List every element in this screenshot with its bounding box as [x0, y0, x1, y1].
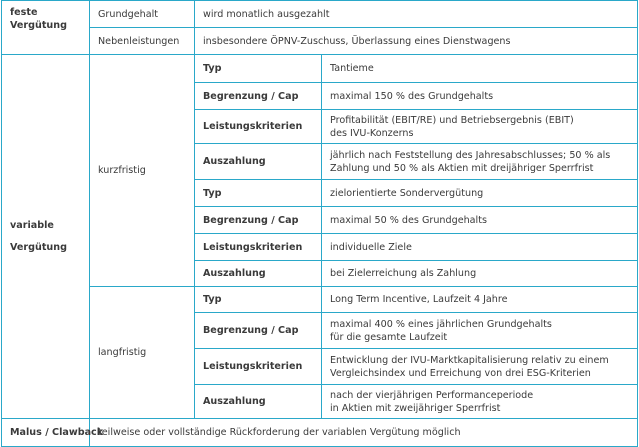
row-key: Auszahlung — [195, 385, 322, 419]
row-key: Auszahlung — [195, 261, 322, 287]
row-value: maximal 400 % eines jährlichen Grundgehalts für die gesamte Laufzeit — [322, 313, 638, 349]
row-key: Typ — [195, 55, 322, 83]
table-row — [2, 28, 638, 55]
row-key: Leistungskriterien — [195, 110, 322, 144]
row-value: teilweise oder vollständige Rückforderung der variablen Vergütung möglich — [90, 419, 638, 447]
row-key: Begrenzung / Cap — [195, 313, 322, 349]
compensation-table — [1, 0, 638, 447]
long-term-label: langfristig — [90, 287, 195, 419]
table-row — [2, 55, 638, 83]
row-value: Profitabilität (EBIT/RE) und Betriebsergebnis (EBIT) des IVU-Konzerns — [322, 110, 638, 144]
row-value: wird monatlich ausgezahlt — [195, 1, 638, 28]
row-key: Leistungskriterien — [195, 234, 322, 261]
row-value: jährlich nach Feststellung des Jahresabschlusses; 50 % als Zahlung und 50 % als Aktien mit dreijähriger Sperrfrist — [322, 144, 638, 180]
row-value: maximal 50 % des Grundgehalts — [322, 207, 638, 234]
row-value: individuelle Ziele — [322, 234, 638, 261]
row-value: Entwicklung der IVU-Marktkapitalisierung relativ zu einem Vergleichsindex und Erreichung von drei ESG-Kriterien — [322, 349, 638, 385]
variable-compensation-label: variable Vergütung — [2, 55, 90, 419]
table-row — [2, 287, 638, 313]
row-key: Typ — [195, 287, 322, 313]
row-key: Begrenzung / Cap — [195, 207, 322, 234]
row-key: Auszahlung — [195, 144, 322, 180]
table-row — [2, 419, 638, 447]
row-value: Tantieme — [322, 55, 638, 83]
short-term-label: kurzfristig — [90, 55, 195, 287]
row-value: nach der vierjährigen Performanceperiode in Aktien mit zweijähriger Sperrfrist — [322, 385, 638, 419]
row-label: Grundgehalt — [90, 1, 195, 28]
row-key: Typ — [195, 180, 322, 207]
row-key: Begrenzung / Cap — [195, 83, 322, 110]
row-value: insbesondere ÖPNV-Zuschuss, Überlassung eines Dienstwagens — [195, 28, 638, 55]
row-value: Long Term Incentive, Laufzeit 4 Jahre — [322, 287, 638, 313]
malus-clawback-label: Malus / Clawback — [2, 419, 90, 447]
fixed-compensation-label: feste Vergütung — [2, 1, 90, 55]
table-row — [2, 1, 638, 28]
row-key: Leistungskriterien — [195, 349, 322, 385]
row-value: maximal 150 % des Grundgehalts — [322, 83, 638, 110]
row-value: bei Zielerreichung als Zahlung — [322, 261, 638, 287]
row-value: zielorientierte Sondervergütung — [322, 180, 638, 207]
row-label: Nebenleistungen — [90, 28, 195, 55]
